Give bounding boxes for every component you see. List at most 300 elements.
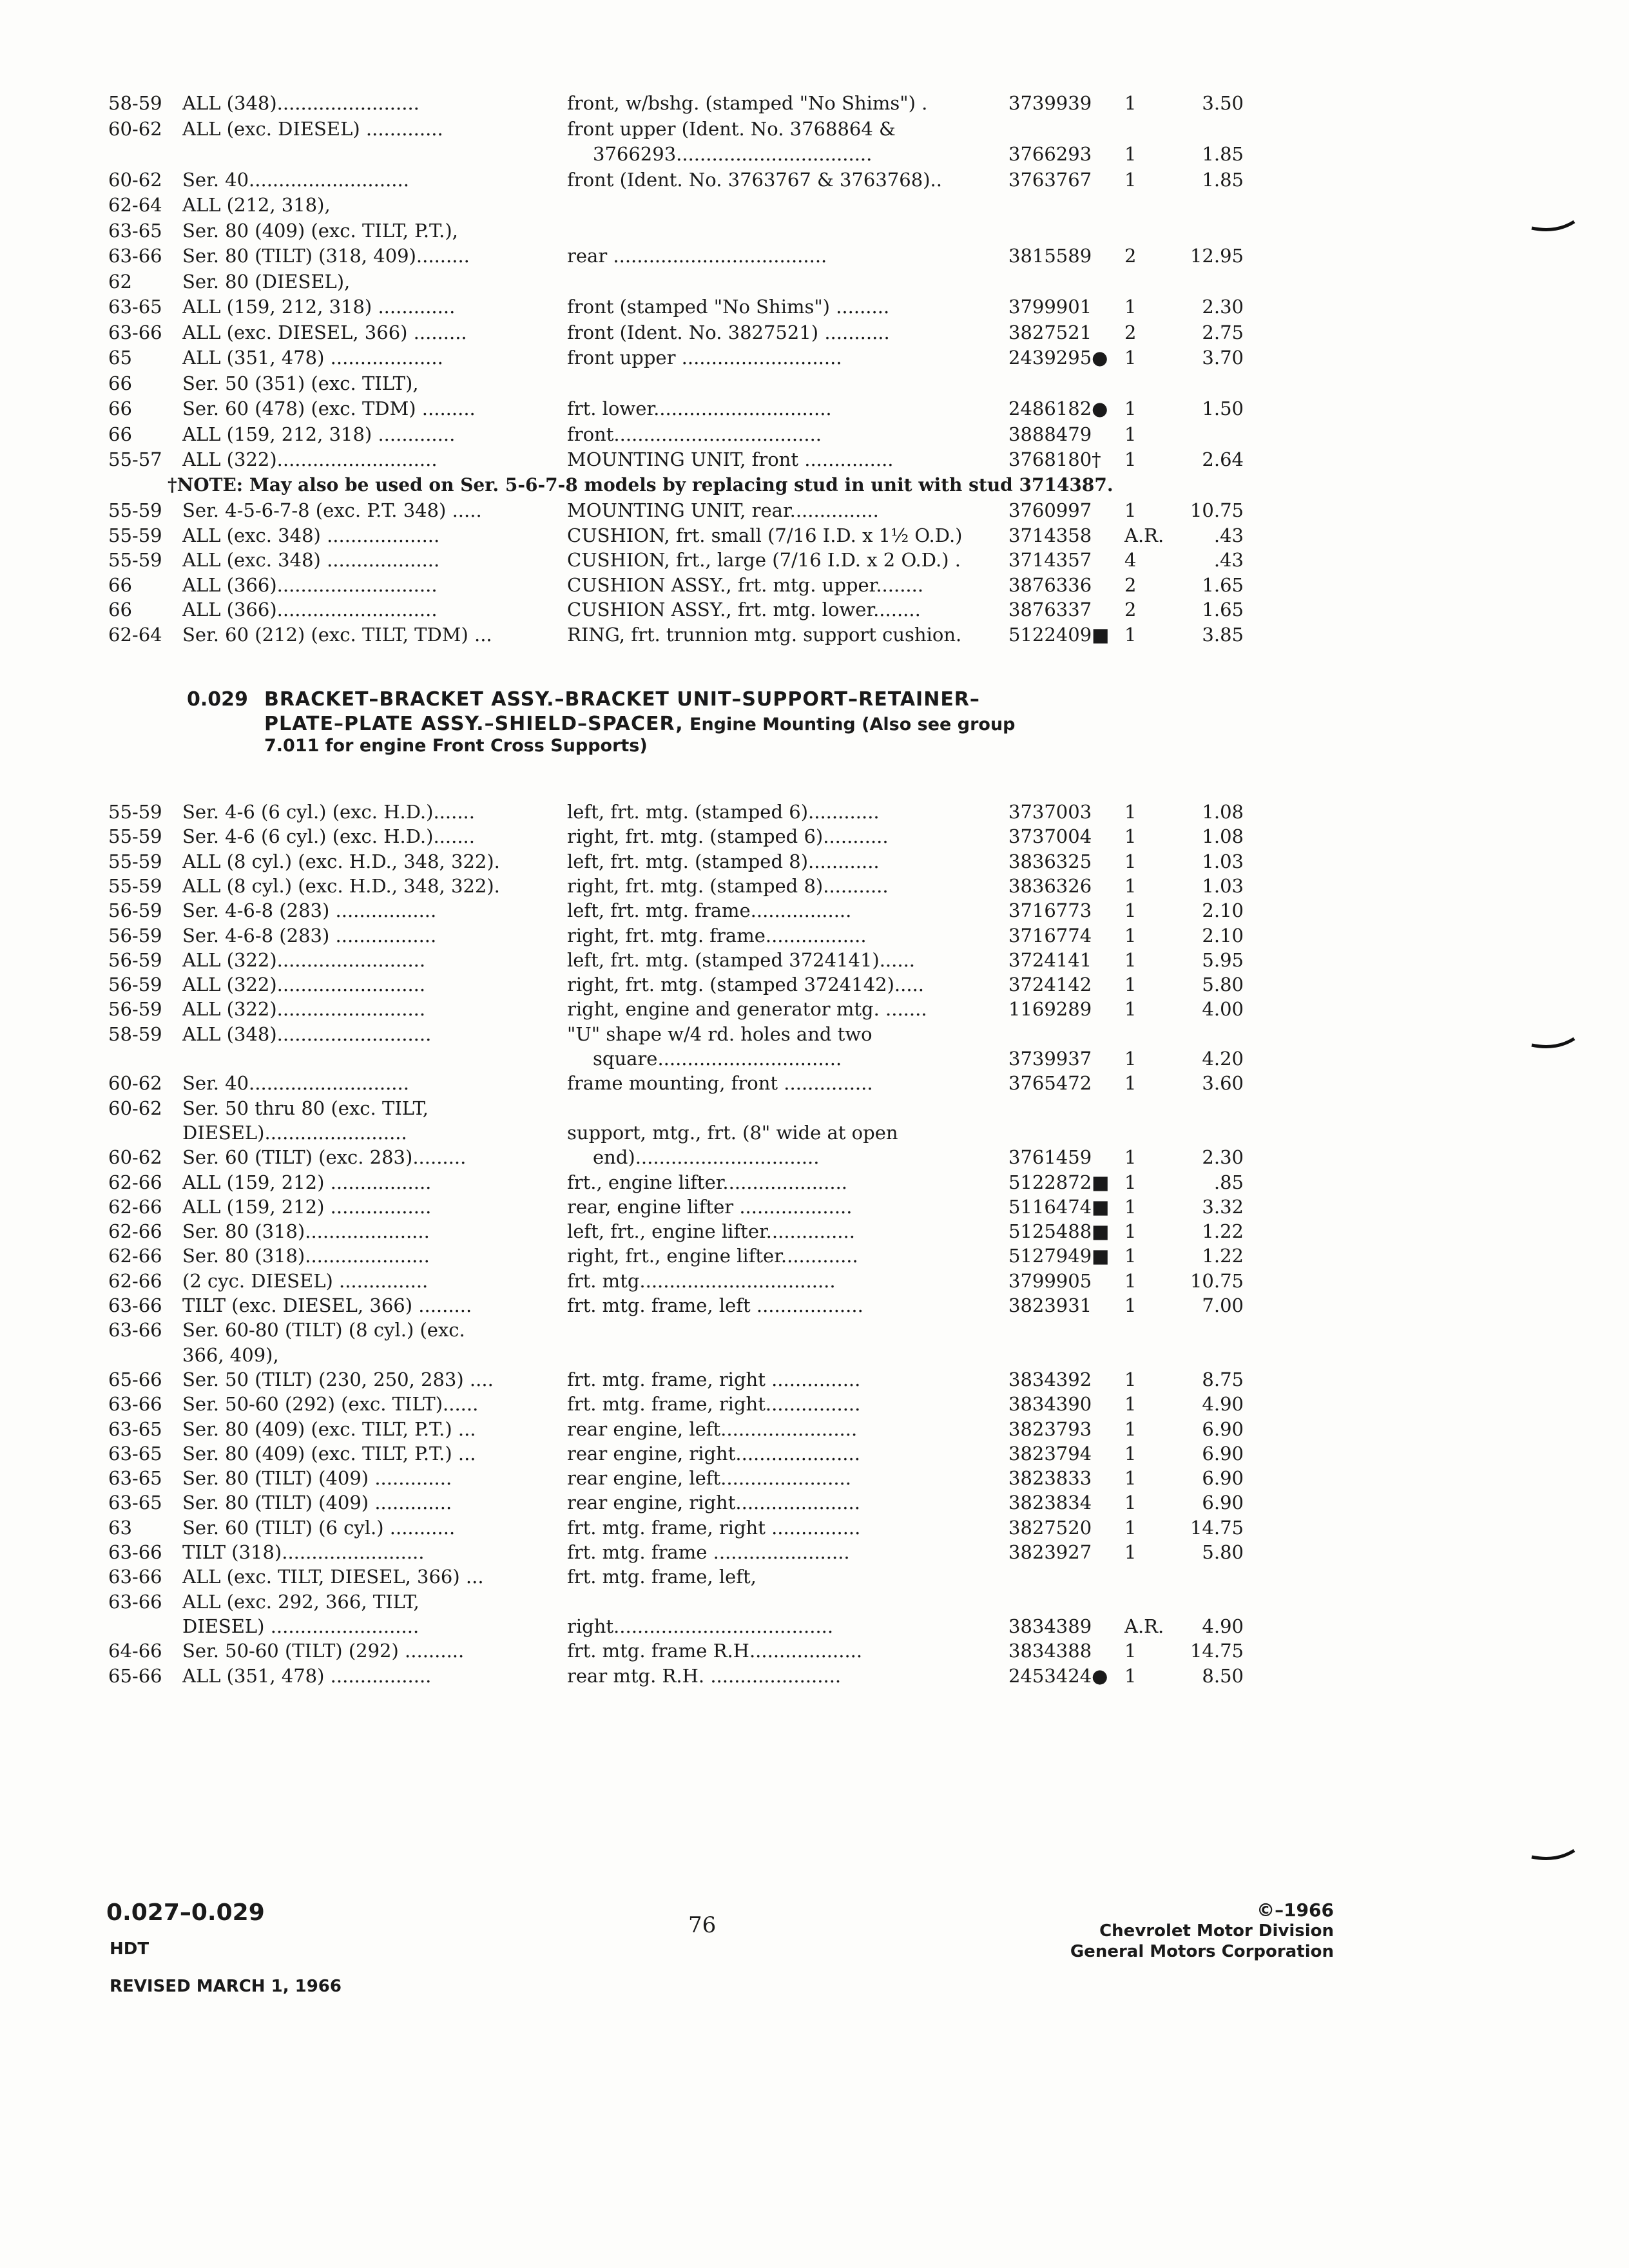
table-row — [0, 1120, 1629, 1146]
list-price: 3.32 — [1202, 1195, 1244, 1218]
part-description: frt. mtg. frame ....................... — [567, 1541, 850, 1563]
part-number: 3765472 — [1008, 1072, 1092, 1095]
part-description: rear engine, right..................... — [567, 1492, 860, 1514]
table-row — [0, 1539, 1629, 1565]
model-year: 66 — [108, 573, 132, 596]
footer-group-range: 0.027–0.029 — [106, 1899, 265, 1926]
model-application: ALL (322)......................... — [182, 998, 426, 1021]
list-price: .43 — [1213, 524, 1244, 546]
list-price: 4.90 — [1202, 1615, 1244, 1637]
model-year: 55-59 — [108, 801, 162, 823]
part-description: end)............................... — [593, 1146, 820, 1169]
list-price: .85 — [1213, 1171, 1244, 1193]
list-price: 14.75 — [1190, 1516, 1244, 1539]
part-description: right, frt. mtg. (stamped 3724142)..... — [567, 974, 925, 996]
table-row — [0, 243, 1629, 269]
model-application: Ser. 80 (TILT) (409) ............. — [182, 1467, 452, 1490]
model-application: ALL (159, 212) ................. — [182, 1171, 432, 1193]
model-year: 65-66 — [108, 1368, 162, 1390]
part-number: 3876337 — [1008, 599, 1092, 620]
part-description: frt. mtg. frame, right................ — [567, 1393, 861, 1416]
table-row — [0, 1046, 1629, 1072]
model-year: 63-66 — [108, 321, 162, 343]
part-description: CUSHION, frt. small (7/16 I.D. x 1½ O.D.) — [567, 524, 963, 546]
table-row — [0, 1095, 1629, 1121]
part-number: 3827521 — [1008, 321, 1092, 343]
part-number: 1169289 — [1008, 998, 1092, 1021]
part-description: frt. mtg. frame, right ............... — [567, 1368, 861, 1390]
model-year: 63-65 — [108, 1442, 162, 1465]
model-application: Ser. 4-6 (6 cyl.) (exc. H.D.)....... — [182, 825, 475, 848]
model-application: Ser. 60 (212) (exc. TILT, TDM) ... — [182, 623, 492, 646]
quantity: 1 — [1124, 998, 1137, 1021]
table-row — [0, 972, 1629, 997]
section-heading-line-3: 7.011 for engine Front Cross Supports) — [264, 736, 648, 756]
part-description: front upper (Ident. No. 3768864 & — [567, 117, 896, 140]
quantity: 1 — [1124, 1368, 1137, 1390]
table-row — [0, 1441, 1629, 1466]
model-application: ALL (351, 478) ................. — [182, 1664, 432, 1687]
table-row — [0, 947, 1629, 973]
model-year: 63-65 — [108, 296, 162, 318]
model-year: 62 — [108, 270, 132, 293]
quantity: 1 — [1124, 1393, 1137, 1416]
quantity: 1 — [1124, 948, 1137, 971]
part-number: 3888479 — [1008, 423, 1092, 445]
table-row — [0, 1243, 1629, 1269]
section-heading-line-2 — [264, 713, 1016, 735]
part-number: 5116474■ — [1008, 1195, 1110, 1218]
model-application: ALL (322)........................... — [182, 448, 438, 470]
list-price: 2.64 — [1202, 448, 1244, 470]
model-application: ALL (351, 478) ................... — [182, 347, 443, 369]
model-year: 63-65 — [108, 1467, 162, 1490]
part-number: 5127949■ — [1008, 1245, 1110, 1267]
part-description: right, frt., engine lifter............. — [567, 1245, 858, 1267]
table-row — [0, 923, 1629, 948]
part-description: front (Ident. No. 3827521) ........... — [567, 321, 890, 343]
part-description: front (Ident. No. 3763767 & 3763768).. — [567, 168, 942, 191]
list-price: 3.50 — [1202, 92, 1244, 114]
table-row — [0, 898, 1629, 923]
part-number: 3836326 — [1008, 874, 1092, 897]
page-number: 76 — [688, 1912, 717, 1938]
model-application: ALL (8 cyl.) (exc. H.D., 348, 322). — [182, 850, 500, 872]
quantity: 1 — [1124, 1171, 1137, 1193]
model-year: 55-59 — [108, 825, 162, 848]
model-application: ALL (322)......................... — [182, 974, 426, 996]
quantity: 1 — [1124, 1220, 1137, 1243]
model-year: 63-65 — [108, 219, 162, 242]
table-row — [0, 1194, 1629, 1220]
part-description: "U" shape w/4 rd. holes and two — [567, 1023, 872, 1045]
part-number: 5125488■ — [1008, 1220, 1110, 1243]
part-description: front................................... — [567, 423, 822, 445]
model-year: 66 — [108, 398, 132, 419]
table-row — [0, 421, 1629, 447]
part-description: left, frt. mtg. (stamped 3724141)...... — [567, 948, 916, 971]
part-description: MOUNTING UNIT, rear............... — [567, 499, 879, 521]
list-price: 1.03 — [1202, 874, 1244, 897]
quantity: 1 — [1124, 1146, 1137, 1169]
part-number: 3876336 — [1008, 573, 1092, 596]
part-description: frt. lower.............................. — [567, 398, 832, 419]
part-number: 3716774 — [1008, 924, 1092, 947]
model-year: 58-59 — [108, 1023, 162, 1045]
margin-tick-mark — [1530, 219, 1576, 233]
model-application: Ser. 80 (DIESEL), — [182, 270, 351, 293]
list-price: 6.90 — [1202, 1418, 1244, 1440]
footer-division: Chevrolet Motor Division — [1099, 1921, 1334, 1941]
model-year: 62-64 — [108, 623, 162, 646]
part-description: left, frt., engine lifter............... — [567, 1220, 855, 1243]
table-row — [0, 370, 1629, 396]
part-description: frt., engine lifter..................... — [567, 1171, 847, 1193]
part-number: 3836325 — [1008, 850, 1092, 872]
part-number: 3766293 — [1008, 143, 1092, 165]
model-year: 56-59 — [108, 974, 162, 996]
model-year: 60-62 — [108, 1097, 162, 1119]
model-application: ALL (366)........................... — [182, 573, 438, 596]
list-price: 5.80 — [1202, 1541, 1244, 1563]
table-row — [0, 167, 1629, 193]
part-description: front (stamped "No Shims") ......... — [567, 296, 890, 318]
list-price: 1.08 — [1202, 801, 1244, 823]
model-application: ALL (159, 212) ................. — [182, 1195, 432, 1218]
table-row — [0, 873, 1629, 899]
model-year: 65 — [108, 347, 132, 369]
model-application: (2 cyc. DIESEL) ............... — [182, 1269, 429, 1292]
table-row — [0, 192, 1629, 218]
quantity: 1 — [1124, 1664, 1137, 1687]
part-description: CUSHION ASSY., frt. mtg. upper........ — [567, 573, 924, 596]
model-application: Ser. 80 (318)..................... — [182, 1245, 430, 1267]
model-year: 58-59 — [108, 92, 162, 114]
part-description: left, frt. mtg. frame................. — [567, 899, 852, 922]
model-year: 66 — [108, 423, 132, 445]
section-heading-line-1: BRACKET–BRACKET ASSY.–BRACKET UNIT–SUPPORT–RETAINER– — [264, 688, 980, 711]
part-description: left, frt. mtg. (stamped 8)............ — [567, 850, 880, 872]
model-application: Ser. 40........................... — [182, 168, 409, 191]
part-description: rear engine, left...................... — [567, 1467, 851, 1490]
quantity: 1 — [1124, 1072, 1137, 1095]
part-number: 5122872■ — [1008, 1171, 1110, 1193]
model-application: ALL (212, 318), — [182, 194, 331, 216]
model-application: ALL (366)........................... — [182, 599, 438, 620]
part-number: 3823834 — [1008, 1492, 1092, 1514]
part-description: frt. mtg. frame, left, — [567, 1566, 757, 1588]
model-application: Ser. 4-6-8 (283) ................. — [182, 899, 437, 922]
quantity: 1 — [1124, 1048, 1137, 1070]
model-application: Ser. 60 (478) (exc. TDM) ......... — [182, 398, 476, 419]
model-year: 62-66 — [108, 1245, 162, 1267]
table-row — [0, 823, 1629, 849]
quantity: 1 — [1124, 974, 1137, 996]
part-number: 2453424● — [1008, 1664, 1108, 1687]
table-row — [0, 547, 1629, 573]
quantity: 1 — [1124, 825, 1137, 848]
model-year: 63-66 — [108, 1566, 162, 1588]
model-year: 60-62 — [108, 1146, 162, 1169]
part-number: 3823793 — [1008, 1418, 1092, 1440]
footnote-text: †NOTE: May also be used on Ser. 5-6-7-8 models by replacing stud in unit with stud 3714387. — [168, 474, 1113, 495]
list-price: 4.20 — [1202, 1048, 1244, 1070]
part-description: frt. mtg. frame, right ............... — [567, 1516, 861, 1539]
part-description: rear .................................... — [567, 245, 827, 267]
table-row — [0, 1638, 1629, 1664]
list-price: 1.85 — [1202, 143, 1244, 165]
model-application: Ser. 60 (TILT) (exc. 283)......... — [182, 1146, 467, 1169]
model-application: DIESEL) ......................... — [182, 1615, 419, 1637]
quantity: 1 — [1124, 1516, 1137, 1539]
model-application: ALL (8 cyl.) (exc. H.D., 348, 322). — [182, 874, 500, 897]
table-row — [0, 1070, 1629, 1096]
model-year: 55-59 — [108, 874, 162, 897]
list-price: 3.70 — [1202, 347, 1244, 369]
model-application: Ser. 4-6-8 (283) ................. — [182, 924, 437, 947]
part-number: 3823833 — [1008, 1467, 1092, 1490]
footer-revised-date: REVISED MARCH 1, 1966 — [110, 1977, 342, 1996]
model-application: Ser. 40........................... — [182, 1072, 409, 1095]
part-number: 3714357 — [1008, 549, 1092, 571]
model-application: ALL (159, 212, 318) ............. — [182, 296, 456, 318]
quantity: 2 — [1124, 573, 1137, 596]
table-row — [0, 1268, 1629, 1294]
quantity: 1 — [1124, 623, 1137, 646]
quantity: 1 — [1124, 1541, 1137, 1563]
model-application: Ser. 80 (TILT) (318, 409)......... — [182, 245, 470, 267]
model-year: 63 — [108, 1516, 132, 1539]
list-price: 1.85 — [1202, 168, 1244, 191]
list-price: 6.90 — [1202, 1442, 1244, 1465]
list-price: 1.08 — [1202, 825, 1244, 848]
model-year: 63-66 — [108, 1590, 162, 1613]
section-heading-line-2-bold: PLATE–PLATE ASSY.–SHIELD–SPACER, — [264, 713, 684, 735]
part-number: 3823927 — [1008, 1541, 1092, 1563]
list-price: 14.75 — [1190, 1640, 1244, 1662]
table-row — [0, 1144, 1629, 1170]
model-year: 55-59 — [108, 850, 162, 872]
table-row — [0, 1293, 1629, 1318]
part-number: 3815589 — [1008, 245, 1092, 267]
part-description: right..................................... — [567, 1615, 834, 1637]
quantity: 1 — [1124, 398, 1137, 419]
model-year: 62-66 — [108, 1171, 162, 1193]
model-application: Ser. 50-60 (TILT) (292) .......... — [182, 1640, 465, 1662]
quantity: 1 — [1124, 1195, 1137, 1218]
model-application: ALL (exc. DIESEL, 366) ......... — [182, 321, 467, 343]
quantity: 1 — [1124, 296, 1137, 318]
quantity: 1 — [1124, 347, 1137, 369]
table-row — [0, 1021, 1629, 1047]
section-number: 0.029 — [187, 688, 248, 711]
quantity: 1 — [1124, 1442, 1137, 1465]
part-description: support, mtg., frt. (8" wide at open — [567, 1121, 898, 1144]
model-application: Ser. 80 (409) (exc. TILT, P.T.) ... — [182, 1418, 476, 1440]
quantity: 1 — [1124, 423, 1137, 445]
quantity: 1 — [1124, 1467, 1137, 1490]
list-price: 10.75 — [1190, 1269, 1244, 1292]
quantity: 1 — [1124, 1294, 1137, 1316]
model-application: 366, 409), — [182, 1343, 279, 1366]
part-description: CUSHION, frt., large (7/16 I.D. x 2 O.D.) . — [567, 549, 961, 571]
quantity: 1 — [1124, 499, 1137, 521]
part-description: rear mtg. R.H. ...................... — [567, 1664, 842, 1687]
table-row — [0, 1342, 1629, 1368]
model-year: 63-65 — [108, 1492, 162, 1514]
part-number: 3768180† — [1008, 448, 1101, 470]
model-application: Ser. 80 (318)..................... — [182, 1220, 430, 1243]
table-row — [0, 396, 1629, 421]
table-row — [0, 141, 1629, 167]
model-year: 55-59 — [108, 549, 162, 571]
model-application: Ser. 80 (409) (exc. TILT, P.T.) ... — [182, 1442, 476, 1465]
list-price: 1.22 — [1202, 1245, 1244, 1267]
quantity: A.R. — [1124, 1615, 1164, 1637]
quantity: 1 — [1124, 801, 1137, 823]
quantity: 1 — [1124, 168, 1137, 191]
list-price: 7.00 — [1202, 1294, 1244, 1316]
model-application: ALL (exc. 348) ................... — [182, 524, 440, 546]
model-year: 63-66 — [108, 1294, 162, 1316]
table-row — [0, 269, 1629, 294]
part-number: 3724141 — [1008, 948, 1092, 971]
table-row — [0, 1465, 1629, 1491]
table-row — [0, 218, 1629, 244]
table-row — [0, 996, 1629, 1022]
list-price: 5.95 — [1202, 948, 1244, 971]
list-price: 8.75 — [1202, 1368, 1244, 1390]
model-year: 62-66 — [108, 1269, 162, 1292]
model-year: 63-66 — [108, 1541, 162, 1563]
table-row — [0, 1169, 1629, 1195]
table-row — [0, 320, 1629, 345]
table-row — [0, 1317, 1629, 1343]
model-year: 60-62 — [108, 117, 162, 140]
quantity: 1 — [1124, 1245, 1137, 1267]
part-description: MOUNTING UNIT, front ............... — [567, 448, 894, 470]
model-year: 55-59 — [108, 499, 162, 521]
model-application: Ser. 80 (TILT) (409) ............. — [182, 1492, 452, 1514]
part-number: 3799905 — [1008, 1269, 1092, 1292]
part-description: front, w/bshg. (stamped "No Shims") . — [567, 92, 928, 114]
quantity: A.R. — [1124, 524, 1164, 546]
quantity: 1 — [1124, 899, 1137, 922]
list-price: 3.60 — [1202, 1072, 1244, 1095]
part-description: 3766293................................. — [593, 143, 872, 165]
table-row — [0, 497, 1629, 523]
part-number: 3827520 — [1008, 1516, 1092, 1539]
table-row — [0, 1367, 1629, 1392]
part-description: frame mounting, front ............... — [567, 1072, 873, 1095]
list-price: 6.90 — [1202, 1467, 1244, 1490]
model-year: 66 — [108, 599, 132, 620]
part-number: 3823794 — [1008, 1442, 1092, 1465]
model-year: 63-66 — [108, 245, 162, 267]
model-application: ALL (348).......................... — [182, 1023, 432, 1045]
list-price: 12.95 — [1190, 245, 1244, 267]
model-application: TILT (exc. DIESEL, 366) ......... — [182, 1294, 472, 1316]
list-price: 8.50 — [1202, 1664, 1244, 1687]
model-year: 56-59 — [108, 924, 162, 947]
list-price: 2.30 — [1202, 1146, 1244, 1169]
part-description: right, frt. mtg. (stamped 8)........... — [567, 874, 889, 897]
list-price: 4.90 — [1202, 1393, 1244, 1416]
table-row — [0, 572, 1629, 598]
model-application: Ser. 4-6 (6 cyl.) (exc. H.D.)....... — [182, 801, 475, 823]
model-year: 65-66 — [108, 1664, 162, 1687]
quantity: 4 — [1124, 549, 1137, 571]
quantity: 2 — [1124, 599, 1137, 620]
part-description: right, engine and generator mtg. ....... — [567, 998, 927, 1021]
part-description: right, frt. mtg. (stamped 6)........... — [567, 825, 889, 848]
model-application: ALL (159, 212, 318) ............. — [182, 423, 456, 445]
part-number: 2486182● — [1008, 398, 1108, 419]
table-row — [0, 1391, 1629, 1417]
part-number: 3834392 — [1008, 1368, 1092, 1390]
quantity: 1 — [1124, 92, 1137, 114]
table-row — [0, 90, 1629, 116]
model-year: 55-57 — [108, 448, 162, 470]
part-number: 3763767 — [1008, 168, 1092, 191]
model-application: ALL (348)........................ — [182, 92, 419, 114]
table-row — [0, 294, 1629, 320]
model-application: Ser. 50 thru 80 (exc. TILT, — [182, 1097, 429, 1119]
list-price: 3.85 — [1202, 623, 1244, 646]
quantity: 2 — [1124, 321, 1137, 343]
part-number: 2439295● — [1008, 347, 1108, 369]
table-row — [0, 597, 1629, 622]
model-application: Ser. 60-80 (TILT) (8 cyl.) (exc. — [182, 1319, 465, 1341]
model-year: 62-66 — [108, 1220, 162, 1243]
table-row — [0, 1564, 1629, 1590]
part-description: rear engine, right..................... — [567, 1442, 860, 1465]
model-year: 64-66 — [108, 1640, 162, 1662]
list-price: .43 — [1213, 549, 1244, 571]
table-row — [0, 1613, 1629, 1639]
part-description: CUSHION ASSY., frt. mtg. lower........ — [567, 599, 921, 620]
part-number: 3714358 — [1008, 524, 1092, 546]
table-row — [0, 622, 1629, 648]
part-number: 3737004 — [1008, 825, 1092, 848]
model-application: Ser. 4-5-6-7-8 (exc. P.T. 348) ..... — [182, 499, 482, 521]
model-application: Ser. 50 (351) (exc. TILT), — [182, 372, 419, 394]
quantity: 1 — [1124, 143, 1137, 165]
part-number: 3799901 — [1008, 296, 1092, 318]
part-number: 3739937 — [1008, 1048, 1092, 1070]
model-application: Ser. 50 (TILT) (230, 250, 283) .... — [182, 1368, 494, 1390]
list-price: 2.10 — [1202, 924, 1244, 947]
part-description: frt. mtg................................. — [567, 1269, 836, 1292]
margin-tick-mark — [1530, 1848, 1576, 1862]
model-year: 56-59 — [108, 998, 162, 1021]
section-heading-line-2-rest: Engine Mounting (Also see group — [683, 715, 1016, 735]
table-row — [0, 1490, 1629, 1515]
model-application: Ser. 60 (TILT) (6 cyl.) ........... — [182, 1516, 456, 1539]
footer-copyright: ©–1966 — [1257, 1899, 1334, 1921]
part-number: 5122409■ — [1008, 623, 1110, 646]
model-year: 62-66 — [108, 1195, 162, 1218]
table-row — [0, 447, 1629, 472]
part-description: rear engine, left....................... — [567, 1418, 858, 1440]
table-row — [0, 1218, 1629, 1244]
list-price: 1.03 — [1202, 850, 1244, 872]
table-row — [0, 799, 1629, 825]
part-number: 3834388 — [1008, 1640, 1092, 1662]
part-description: front upper ........................... — [567, 347, 842, 369]
model-application: ALL (322)......................... — [182, 948, 426, 971]
quantity: 1 — [1124, 874, 1137, 897]
